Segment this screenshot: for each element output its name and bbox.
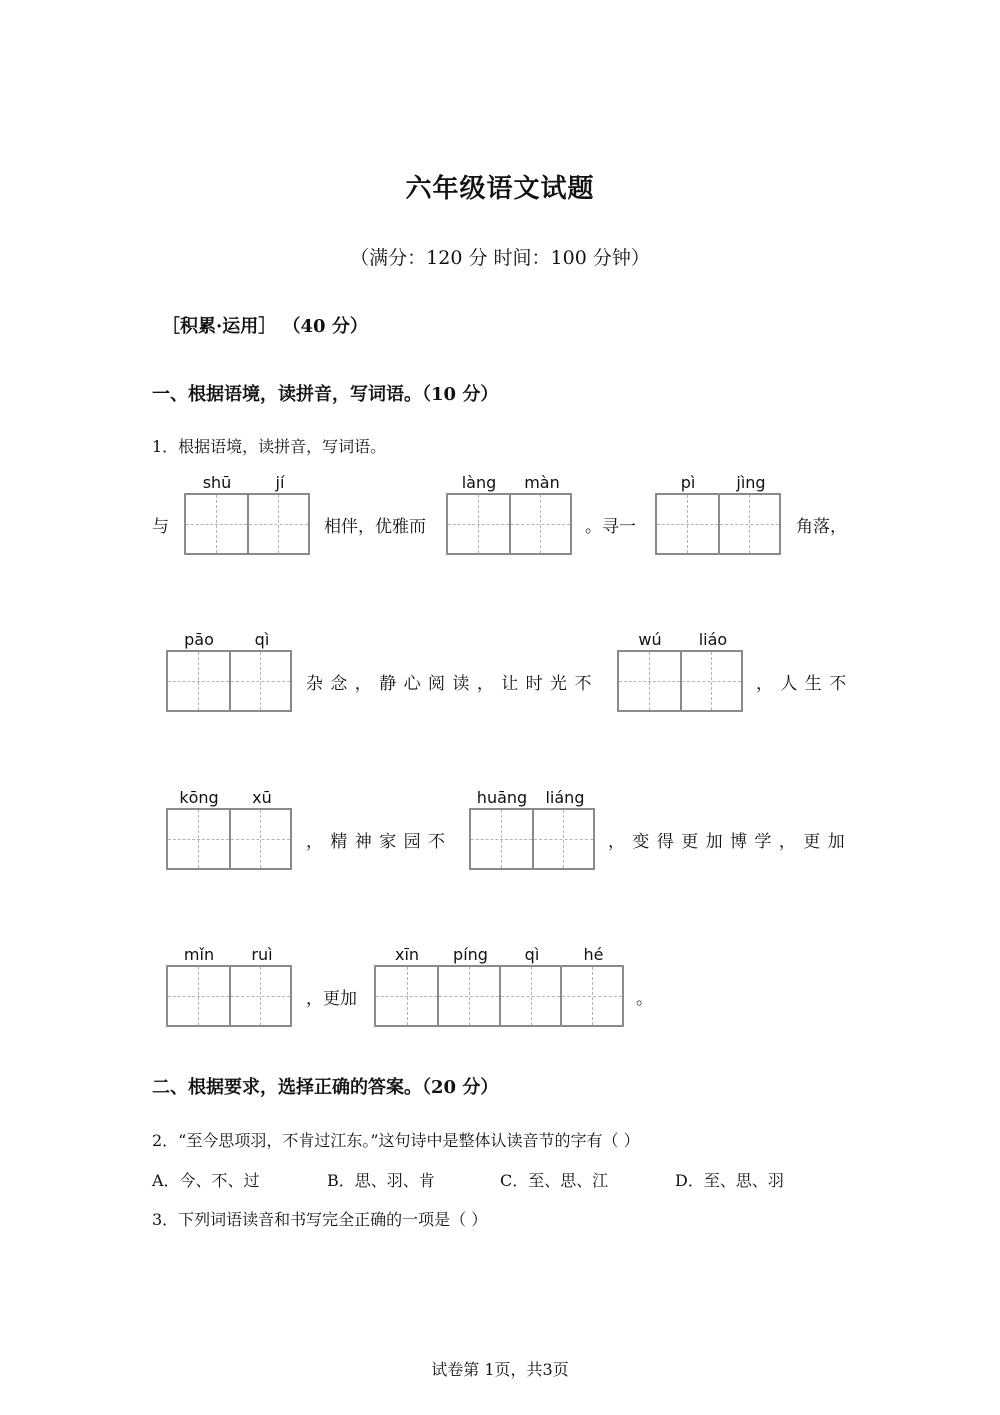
row2-text-1: 杂 念 ， 静 心 阅 读 ， 让 时 光 不 [306, 674, 593, 694]
pinyin-label: shū [202, 473, 232, 492]
answer-grid-shuji[interactable] [184, 473, 310, 555]
answer-grid-pijing[interactable] [655, 473, 781, 555]
answer-cell[interactable] [437, 945, 499, 1025]
answer-grid-wuliao[interactable] [617, 630, 743, 712]
pinyin-label: pì [680, 473, 696, 492]
row4-text-1: ，更加 [306, 989, 357, 1009]
row2-text-2: ， 人 生 不 [756, 674, 848, 694]
question-2: 2．“至今思项羽，不肯过江东。”这句诗中是整体认读音节的字有（ ） [152, 1131, 640, 1150]
question-1: 1．根据语境，读拼音，写词语。 [152, 437, 387, 456]
answer-cell[interactable] [448, 473, 509, 553]
pinyin-label: kōng [179, 788, 219, 807]
answer-grid-minrui[interactable] [166, 945, 292, 1027]
answer-cell[interactable] [619, 630, 680, 710]
pinyin-label: liáng [545, 788, 585, 807]
q2-option-a[interactable]: A．今、不、过 [152, 1171, 260, 1190]
page-title: 六年级语文试题 [405, 174, 595, 204]
part-heading: ［积累·运用］ （40 分） [162, 316, 368, 337]
answer-cell[interactable] [168, 788, 229, 868]
answer-cell[interactable] [499, 945, 561, 1025]
answer-cell[interactable] [471, 788, 532, 868]
answer-cell[interactable] [247, 473, 308, 553]
q2-option-d[interactable]: D．至、思、羽 [675, 1171, 784, 1190]
q2-option-b[interactable]: B．思、羽、肯 [327, 1171, 435, 1190]
pinyin-label: jìng [736, 473, 766, 492]
pinyin-label: hé [583, 945, 604, 964]
answer-grid-huangliang[interactable] [469, 788, 595, 870]
pinyin-label: qì [254, 630, 270, 649]
answer-cell[interactable] [186, 473, 247, 553]
pinyin-label: píng [453, 945, 488, 964]
answer-cell[interactable] [509, 473, 570, 553]
answer-cell[interactable] [680, 630, 741, 710]
row1-text-2: 相伴，优雅而 [324, 517, 426, 537]
pinyin-label: xū [252, 788, 272, 807]
pinyin-label: xīn [394, 945, 420, 964]
row1-text-3: 。寻一 [585, 517, 636, 537]
row4-text-2: 。 [636, 989, 653, 1009]
pinyin-label: mǐn [183, 945, 215, 964]
answer-grid-kongxu[interactable] [166, 788, 292, 870]
answer-cell[interactable] [168, 630, 229, 710]
pinyin-label: pāo [184, 630, 214, 649]
exam-info: （满分：120 分 时间：100 分钟） [350, 247, 650, 269]
question-3: 3．下列词语读音和书写完全正确的一项是（ ） [152, 1210, 488, 1229]
answer-grid-paoqi[interactable] [166, 630, 292, 712]
answer-cell[interactable] [560, 945, 622, 1025]
answer-cell[interactable] [657, 473, 718, 553]
answer-cell[interactable] [376, 945, 437, 1025]
answer-grid-langman[interactable] [446, 473, 572, 555]
answer-cell[interactable] [532, 788, 593, 868]
answer-grid-xinpingqihe[interactable] [374, 945, 624, 1027]
section-1-heading: 一、根据语境，读拼音，写词语。（10 分） [152, 384, 499, 405]
pinyin-label: liáo [698, 630, 728, 649]
row3-text-2: ， 变 得 更 加 博 学 ， 更 加 [608, 832, 846, 852]
row3-text-1: ， 精 神 家 园 不 [306, 832, 447, 852]
answer-cell[interactable] [229, 630, 290, 710]
q2-option-c[interactable]: C．至、思、江 [500, 1171, 609, 1190]
page-footer: 试卷第 1页，共3页 [431, 1360, 569, 1379]
pinyin-label: màn [524, 473, 560, 492]
pinyin-label: wú [638, 630, 662, 649]
pinyin-label: huāng [476, 788, 528, 807]
answer-cell[interactable] [229, 945, 290, 1025]
pinyin-label: jí [275, 473, 285, 492]
answer-cell[interactable] [229, 788, 290, 868]
pinyin-label: ruì [251, 945, 273, 964]
pinyin-label: qì [524, 945, 540, 964]
answer-cell[interactable] [718, 473, 779, 553]
pinyin-label: làng [461, 473, 497, 492]
row1-text-1: 与 [152, 517, 169, 537]
answer-cell[interactable] [168, 945, 229, 1025]
section-2-heading: 二、根据要求，选择正确的答案。（20 分） [152, 1077, 499, 1098]
row1-text-4: 角落， [796, 517, 847, 537]
